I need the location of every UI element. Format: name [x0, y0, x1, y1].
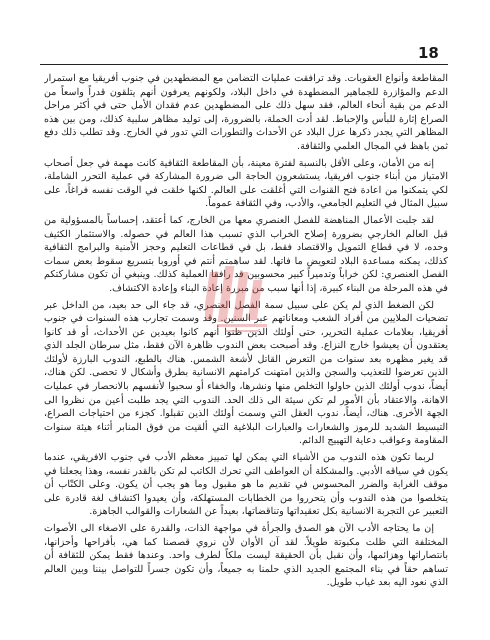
header-rule: [40, 64, 448, 65]
paragraph-4: لكن الضغط الذي لم يكن على سبيل سمة الفصل العنصري، قد جاء الى حد بعيد، من الداخل عبر تضحيات الملايين من أفراد الشعب ومعاناتهم عبر السنين. وقد وسمت تجارب هذه السنوات في جنوب أفريقيا، بعلامات عملية التحرير، حتى أولئك الذين ظنوا أنهم كانوا بعيدين عن الأحداث، أو قد كانوا يعتقدون أن يعيشوا خارج النزاع. وقد أصبحت بعض الندوب ظاهرة الآن فقط، مثل سرطان الجلد الذي قد يغير مظهره بعد سنوات من التعرض القاتل لأشعة الشمس. هناك بالطبع، الندوب البارزة لأولئك الذين تعرضوا للتعذيب والسجن والذين امتهنت كرامتهم الانسانية بطرق وأشكال لا تحصى. لكن هناك، أيضاً، ندوب أولئك الذين حاولوا التخلص منها ونشرها، والخفاء أو سحبوا لأنفسهم بالانحصار في عمليات الاهانة، والاعتقاد بأن الأمور لم تكن سيئة الى ذلك الحد. الندوب التي يجد طلبت أعين من نظروا الى الجهة الأخرى. هناك، أيضاً، ندوب العقل التي وسمت أولئك الذين تقبلوا. كجزء من احتياجات الصراع، التبسيط الشديد للرموز والشعارات والعبارات البلاغية التي ألقيت من فوق المنابر أثناء هيئة سنوات المقاومة وعواقب دعاية التهييج الدائم.: [44, 299, 448, 447]
paragraph-3: لقد جلبت الأعمال المناهضة للفصل العنصري معها من الخارج، كما أعتقد، إحساساً بالمسؤولية من قبل العالم الخارجي بضرورة إصلاح الخراب الذي تسبب هذا العالم في حصوله. والاستثمار الكثيف وحده، لا في قطاع التمويل والاقتصاد فقط، بل في قطاعات التعليم وحجز الأمنية والبرامج الثقافية كذلك، يمكنه مساعدة البلاد لتعويض ما فاتها. لقد ساهمتم أنتم في أوروبا بتسريع سقوط بعض سمات الفصل العنصري: لكن خراباً وتدميراً كبير محسوبين قد رافقا العملية كذلك. وينبغي أن تكون مشاركتكم في هذه المرحلة من البناء كبيرة، إذا أنها سبب من مبررة إعادة البناء وإعادة الاكتشاف.: [44, 214, 448, 294]
paragraph-6: إن ما يحتاجه الأدب الآن هو الصدق والجرأة في مواجهة الذات، والقدرة على الاصغاء الى الأصوات المختلفة التي ظلت مكبوتة طويلاً. لقد آن الأوان لأن نروي قصصنا كما هي، بأفراحها وأحزانها، بانتصاراتها وهزائمها، وأن نقبل بأن الحقيقة ليست ملكاً لطرف واحد. وعندها فقط يمكن للثقافة أن تساهم حقاً في بناء المجتمع الجديد الذي حلمنا به جميعاً، وأن تكون جسراً للتواصل بيننا وبين العالم الذي نعود اليه بعد غياب طويل.: [44, 523, 448, 589]
page-number: 18: [418, 44, 439, 62]
paragraph-1: المقاطعة وأنواع العقوبات. وقد ترافقت عمليات التضامن مع المضطهدين في جنوب أفريقيا مع استمرار الدعم والمؤازرة للجماهير المضطهدة في داخل البلاد، ولكونهم يعرفون أنهم يتلقون قدراً واسعاً من الدعم من بقية أنحاء العالم، فقد سهل ذلك على المضطهدين عدم فقدان الأمل حتى في أكثر مراحل الصراع إثارة للبأس والإحباط. لقد أدت الحملة، بالضرورة، إلى توليد مظاهر سلبية كذلك، ومن بين هذه المظاهر التي يجدر ذكرها عزل البلاد عن الأحداث والتطورات التي تدور في الخارج. وقد تطلب ذلك دفع ثمن باهظ في المجال العلمي والثقافة.: [44, 73, 448, 152]
paragraph-5: لربما تكون هذه الندوب من الأشياء التي يمكن لها تمييز معظم الأدب في جنوب الافريقي، عندما يكون في سياقه الأدبي. والمشكلة أن العواطف التي تحرك الكاتب لم تكن بالقدر نفسه، وهذا يجعلنا في موقف الغرابة والضرر المحسوس في تقديم ما هو مقبول وما هو يجب أن يكون. وعلى الكتّاب أن يتخلصوا من هذه الندوب وأن يتحرروا من الخطابات المستهلكة، وأن يعيدوا اكتشاف لغة قادرة على التعبير عن التجربة الانسانية بكل تعقيداتها وتناقضاتها، بعيداً عن الشعارات والقوالب الجاهزة.: [44, 452, 448, 518]
body-text: [44, 72, 448, 632]
paragraph-2: إنه من الأمان، وعلى الأقل بالنسبة لفترة معينة، بأن المقاطعة الثقافية كانت مهمة في جعل أصحاب الامتياز من أبناء جنوب افريقيا، يستشعرون الحاجة الى ضرورة المشاركة في عملية التحرر الشاملة، لكي يتمكنوا من اعادة فتح القنوات التي أغلقت على العالم. لكنها خلقت في الوقت نفسه فراغاً، على سبيل المثال في التعليم الجامعي، والأدب، وفي الثقافة عموماً.: [44, 157, 448, 210]
